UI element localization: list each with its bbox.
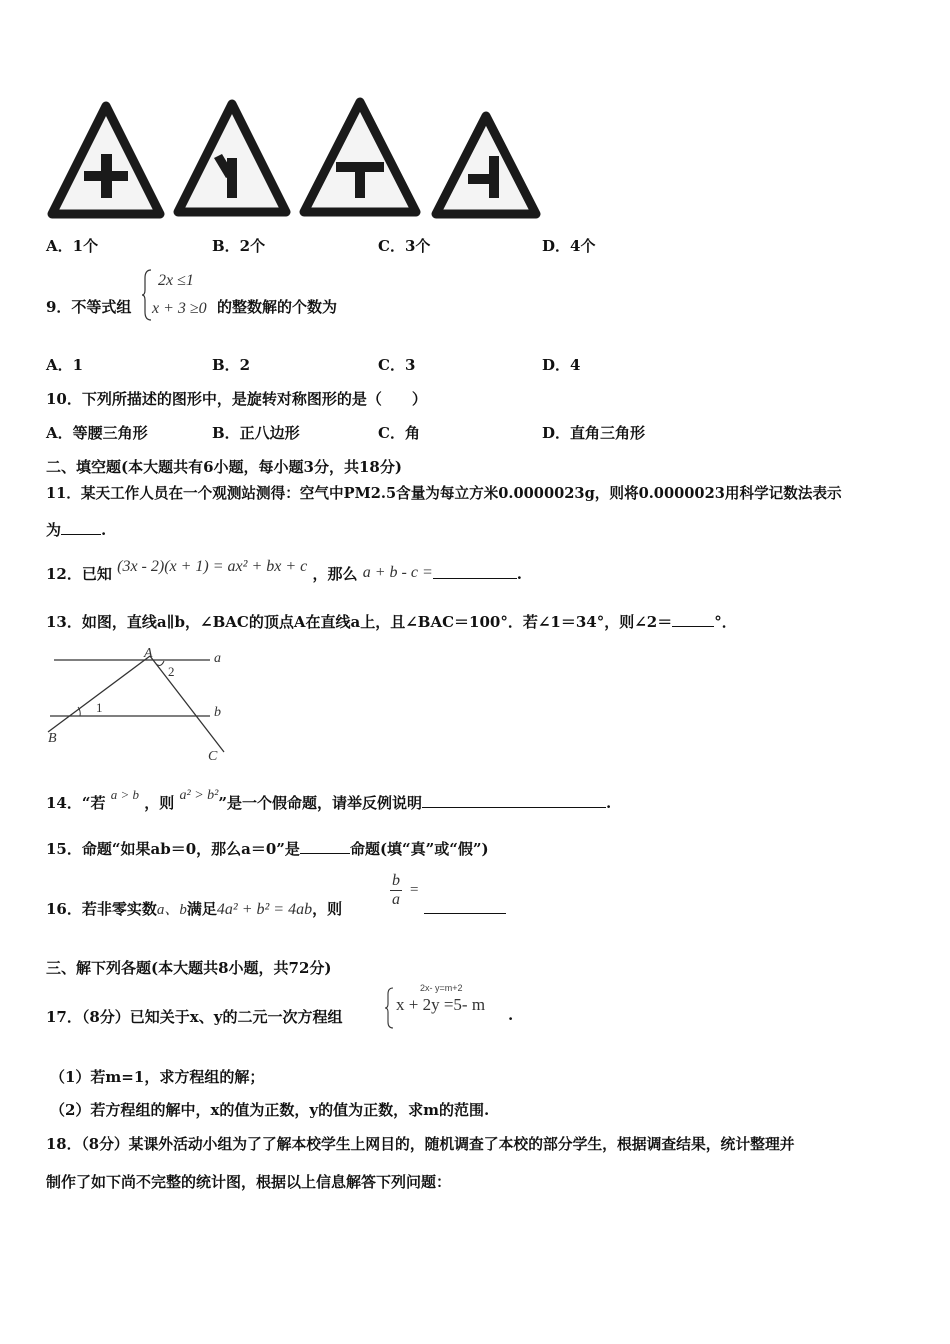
q12-expression: a + b - c = [362, 564, 433, 581]
q12-mid: ，那么 [312, 565, 358, 583]
q9-suffix: 的整数解的个数为 [217, 298, 338, 316]
q16-line [46, 898, 342, 919]
q9-inequality-2: x + 3 ≥0 [152, 300, 207, 317]
q8-option-d: D．4个 [542, 237, 596, 255]
sign-t-junction-icon [304, 102, 416, 212]
ray-ab [48, 656, 150, 732]
q8-option-b: B．2个 [212, 237, 266, 255]
label-b: b [214, 705, 221, 720]
q14-mid: ，则 [144, 794, 175, 812]
q11-line-2 [46, 519, 106, 540]
q14-answer-blank[interactable] [422, 793, 606, 808]
q17-equation-2: x + 2y =5- m [396, 995, 486, 1014]
q9-option-b: B．2 [212, 356, 251, 374]
q14-condition: a > b [110, 787, 140, 802]
q12-prefix: 12．已知 [46, 565, 112, 583]
q11-line-1: 11．某天工作人员在一个观测站测得：空气中PM2.5含量为每立方米0.0000023g，则将0.0000023用科学记数法表示 [46, 485, 842, 502]
q16-fraction [390, 872, 402, 909]
q10-option-a: A．等腰三角形 [46, 424, 148, 442]
q10-stem: 10．下列所描述的图形中，是旋转对称图形的是（ ） [46, 390, 427, 408]
q9-option-c: C．3 [378, 356, 416, 374]
q18-line-2: 制作了如下尚不完整的统计图，根据以上信息解答下列问题： [46, 1173, 452, 1191]
q13-stem: 13．如图，直线a∥b，∠BAC的顶点A在直线a上，且∠BAC＝100°．若∠1＝34°，则∠2＝ [46, 613, 673, 631]
q17-sub-2: （2）若方程组的解中，x的值为正数，y的值为正数，求m的范围. [50, 1101, 490, 1119]
q9-option-d: D．4 [542, 356, 581, 374]
label-angle-1: 1 [96, 700, 103, 715]
sign-left-junction-icon [436, 116, 536, 214]
q13-line [46, 611, 737, 632]
q15-suffix: 命题(填“真”或“假”) [349, 840, 489, 858]
q12-end: . [516, 565, 522, 583]
q9-option-a: A．1 [46, 356, 84, 374]
q10-option-c: C．角 [378, 424, 420, 442]
q16-denominator: a [392, 891, 400, 908]
q18-line-1: 18．（8分）某课外活动小组为了了解本校学生上网目的，随机调查了本校的部分学生，根据调查结果，统计整理并 [46, 1136, 795, 1153]
q12-line [46, 558, 522, 584]
q15-answer-blank[interactable] [300, 839, 350, 854]
q9-inequality-1: 2x ≤1 [158, 272, 194, 289]
q17-prefix: 17．（8分）已知关于x、y的二元一次方程组 [46, 1008, 343, 1026]
label-C: C [208, 749, 218, 762]
angle-2-arc [156, 661, 164, 665]
q13-answer-blank[interactable] [672, 612, 714, 627]
q8-option-a: A．1个 [46, 237, 99, 255]
q16-vars: a、b [156, 902, 187, 918]
q15-prefix: 15．命题“如果ab＝0，那么a＝0”是 [46, 840, 300, 858]
q9-prefix: 9．不等式组 [46, 298, 132, 316]
traffic-signs [44, 96, 564, 226]
q17-sub-1: （1）若m=1，求方程组的解； [50, 1068, 265, 1086]
q17-system-brace-icon [384, 986, 394, 1030]
q14-suffix: ”是一个假命题，请举反例说明 [218, 794, 422, 812]
label-a: a [214, 651, 221, 666]
q10-option-d: D．直角三角形 [542, 424, 646, 442]
q16-equation: 4a² + b² = 4ab [216, 901, 313, 918]
q10-option-b: B．正八边形 [212, 424, 300, 442]
q16-prefix: 16．若非零实数 [46, 900, 157, 918]
q12-answer-blank[interactable] [433, 564, 517, 579]
q11-prefix: 为 [46, 521, 62, 539]
label-angle-2: 2 [168, 664, 175, 679]
q11-end: . [101, 521, 107, 539]
q14-line [46, 787, 612, 813]
label-A: A [144, 646, 153, 661]
q16-numerator: b [392, 872, 400, 889]
q16-answer-blank[interactable] [424, 899, 506, 914]
q8-option-c: C．3个 [378, 237, 431, 255]
q13-end: °． [714, 613, 737, 631]
q15-line [46, 838, 489, 859]
q14-conclusion: a² > b² [179, 788, 219, 803]
q12-equation: (3x - 2)(x + 1) = ax² + bx + c [117, 558, 308, 575]
q16-equals: = [410, 882, 419, 898]
section-3-heading: 三、解下列各题(本大题共8小题，共72分) [46, 959, 332, 977]
q17-equation-1: 2x- y=m+2 [420, 983, 463, 993]
q16-mid2: ，则 [312, 900, 343, 918]
q11-answer-blank[interactable] [61, 520, 101, 535]
sign-left-branch-icon [178, 104, 286, 212]
section-2-heading: 二、填空题(本大题共有6小题，每小题3分，共18分) [46, 458, 402, 476]
label-B: B [48, 731, 57, 746]
q14-prefix: 14．“若 [46, 794, 106, 812]
sign-crossroad-icon [52, 106, 160, 214]
ray-ac [150, 656, 224, 752]
q14-end: . [606, 794, 612, 812]
q17-end: . [508, 1006, 514, 1024]
q16-mid: 满足 [186, 900, 217, 918]
q13-parallel-lines-figure [44, 644, 244, 762]
